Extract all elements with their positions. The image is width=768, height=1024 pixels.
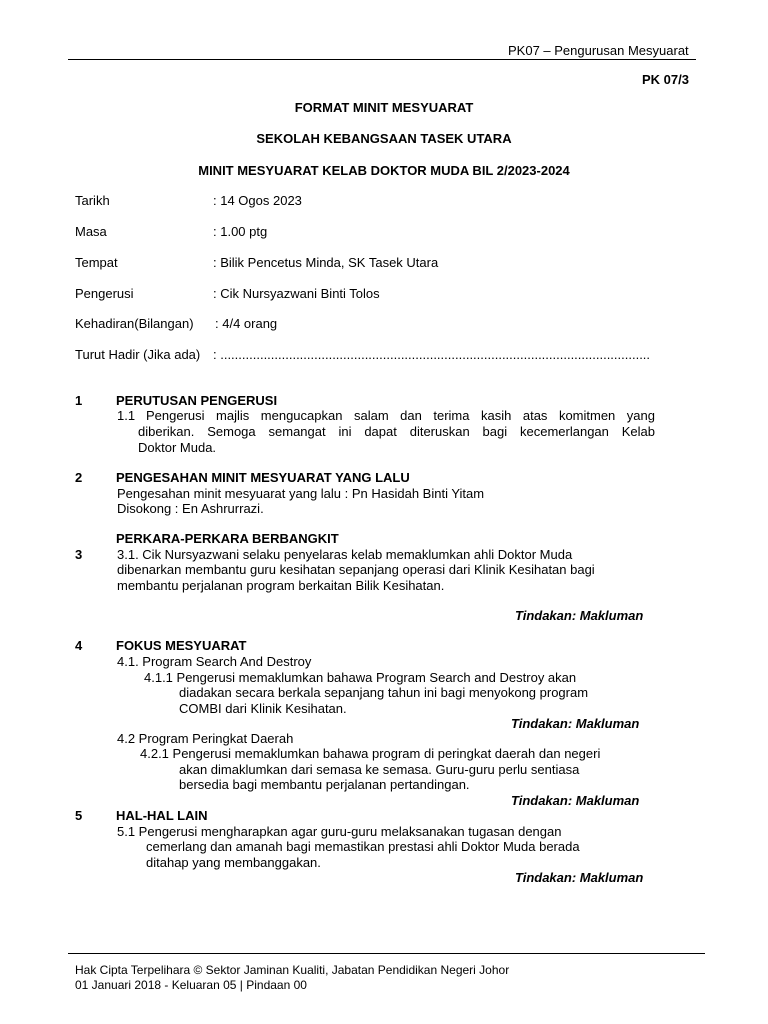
attendance-value: : 4/4 orang (215, 316, 278, 331)
section-4-sub-2-line-3: bersedia bagi membantu perjalanan pertandingan. (179, 777, 470, 792)
section-4-sub-1-action: Tindakan: Makluman (511, 716, 640, 731)
section-4-sub-2-title: 4.2 Program Peringkat Daerah (117, 731, 294, 746)
venue-label: Tempat (75, 255, 118, 270)
section-1-line-2: diberikan. Semoga semangat ini dapat diteruskan bagi kecemerlangan Kelab (138, 424, 655, 439)
section-3-number: 3 (75, 547, 83, 562)
section-4-number: 4 (75, 638, 83, 653)
section-3-line-2: dibenarkan membantu guru kesihatan sepanjang operasi dari Klinik Kesihatan bagi (117, 562, 595, 577)
section-5-number: 5 (75, 808, 83, 823)
section-4-sub-1-title: 4.1. Program Search And Destroy (117, 654, 312, 669)
section-3-line-1: 3.1. Cik Nursyazwani selaku penyelaras kelab memaklumkan ahli Doktor Muda (117, 547, 573, 562)
time-value: : 1.00 ptg (213, 224, 268, 239)
section-1-item-number: 1.1 (117, 408, 136, 423)
meeting-title: MINIT MESYUARAT KELAB DOKTOR MUDA BIL 2/2023-2024 (198, 163, 570, 178)
section-1-line-1: Pengerusi majlis mengucapkan salam dan terima kasih atas komitmen yang (146, 408, 655, 423)
header-title: PK07 – Pengurusan Mesyuarat (508, 43, 689, 58)
date-value: : 14 Ogos 2023 (213, 193, 302, 208)
section-4-heading: FOKUS MESYUARAT (116, 638, 247, 653)
also-present-label: Turut Hadir (Jika ada) (75, 347, 201, 362)
section-1-number: 1 (75, 393, 83, 408)
section-4-sub-1-line-1: 4.1.1 Pengerusi memaklumkan bahawa Program Search and Destroy akan (144, 670, 577, 685)
section-2-heading: PENGESAHAN MINIT MESYUARAT YANG LALU (116, 470, 410, 485)
section-5-heading: HAL-HAL LAIN (116, 808, 208, 823)
format-title: FORMAT MINIT MESYUARAT (294, 100, 474, 115)
section-4-sub-2-line-1: 4.2.1 Pengerusi memaklumkan bahawa program di peringkat daerah dan negeri (140, 746, 601, 761)
section-2-line-2: Disokong : En Ashrurrazi. (117, 501, 264, 516)
section-4-sub-1-line-3: COMBI dari Klinik Kesihatan. (179, 701, 347, 716)
also-present-value: : ....................................................................................................................... (213, 347, 651, 362)
section-4-sub-2-action: Tindakan: Makluman (511, 793, 640, 808)
document-code: PK 07/3 (642, 72, 689, 87)
date-label: Tarikh (75, 193, 110, 208)
section-4-sub-2-line-2: akan dimaklumkan dari semasa ke semasa. Guru-guru perlu sentiasa (179, 762, 580, 777)
section-3-action: Tindakan: Makluman (515, 608, 644, 623)
section-2-line-1: Pengesahan minit mesyuarat yang lalu : Pn Hasidah Binti Yitam (117, 486, 485, 501)
section-3-line-3: membantu perjalanan program berkaitan Bilik Kesihatan. (117, 578, 445, 593)
attendance-label: Kehadiran(Bilangan) (75, 316, 194, 331)
footer-copyright: Hak Cipta Terpelihara © Sektor Jaminan Kualiti, Jabatan Pendidikan Negeri Johor (75, 963, 510, 977)
footer-divider (68, 953, 705, 954)
section-2-number: 2 (75, 470, 83, 485)
section-5-action: Tindakan: Makluman (515, 870, 644, 885)
section-5-line-2: cemerlang dan amanah bagi memastikan prestasi ahli Doktor Muda berada (146, 839, 580, 854)
chairperson-value: : Cik Nursyazwani Binti Tolos (213, 286, 380, 301)
section-5-line-3: ditahap yang membanggakan. (146, 855, 321, 870)
header-divider (68, 59, 696, 60)
school-title: SEKOLAH KEBANGSAAN TASEK UTARA (256, 131, 512, 146)
venue-value: : Bilik Pencetus Minda, SK Tasek Utara (213, 255, 439, 270)
section-3-heading: PERKARA-PERKARA BERBANGKIT (116, 531, 339, 546)
section-1-line-3: Doktor Muda. (138, 440, 217, 455)
footer-edition: 01 Januari 2018 - Keluaran 05 | Pindaan 00 (75, 978, 307, 992)
section-5-line-1: 5.1 Pengerusi mengharapkan agar guru-guru melaksanakan tugasan dengan (117, 824, 562, 839)
time-label: Masa (75, 224, 107, 239)
section-4-sub-1-line-2: diadakan secara berkala sepanjang tahun ini bagi menyokong program (179, 685, 589, 700)
section-1-heading: PERUTUSAN PENGERUSI (116, 393, 278, 408)
chairperson-label: Pengerusi (75, 286, 134, 301)
